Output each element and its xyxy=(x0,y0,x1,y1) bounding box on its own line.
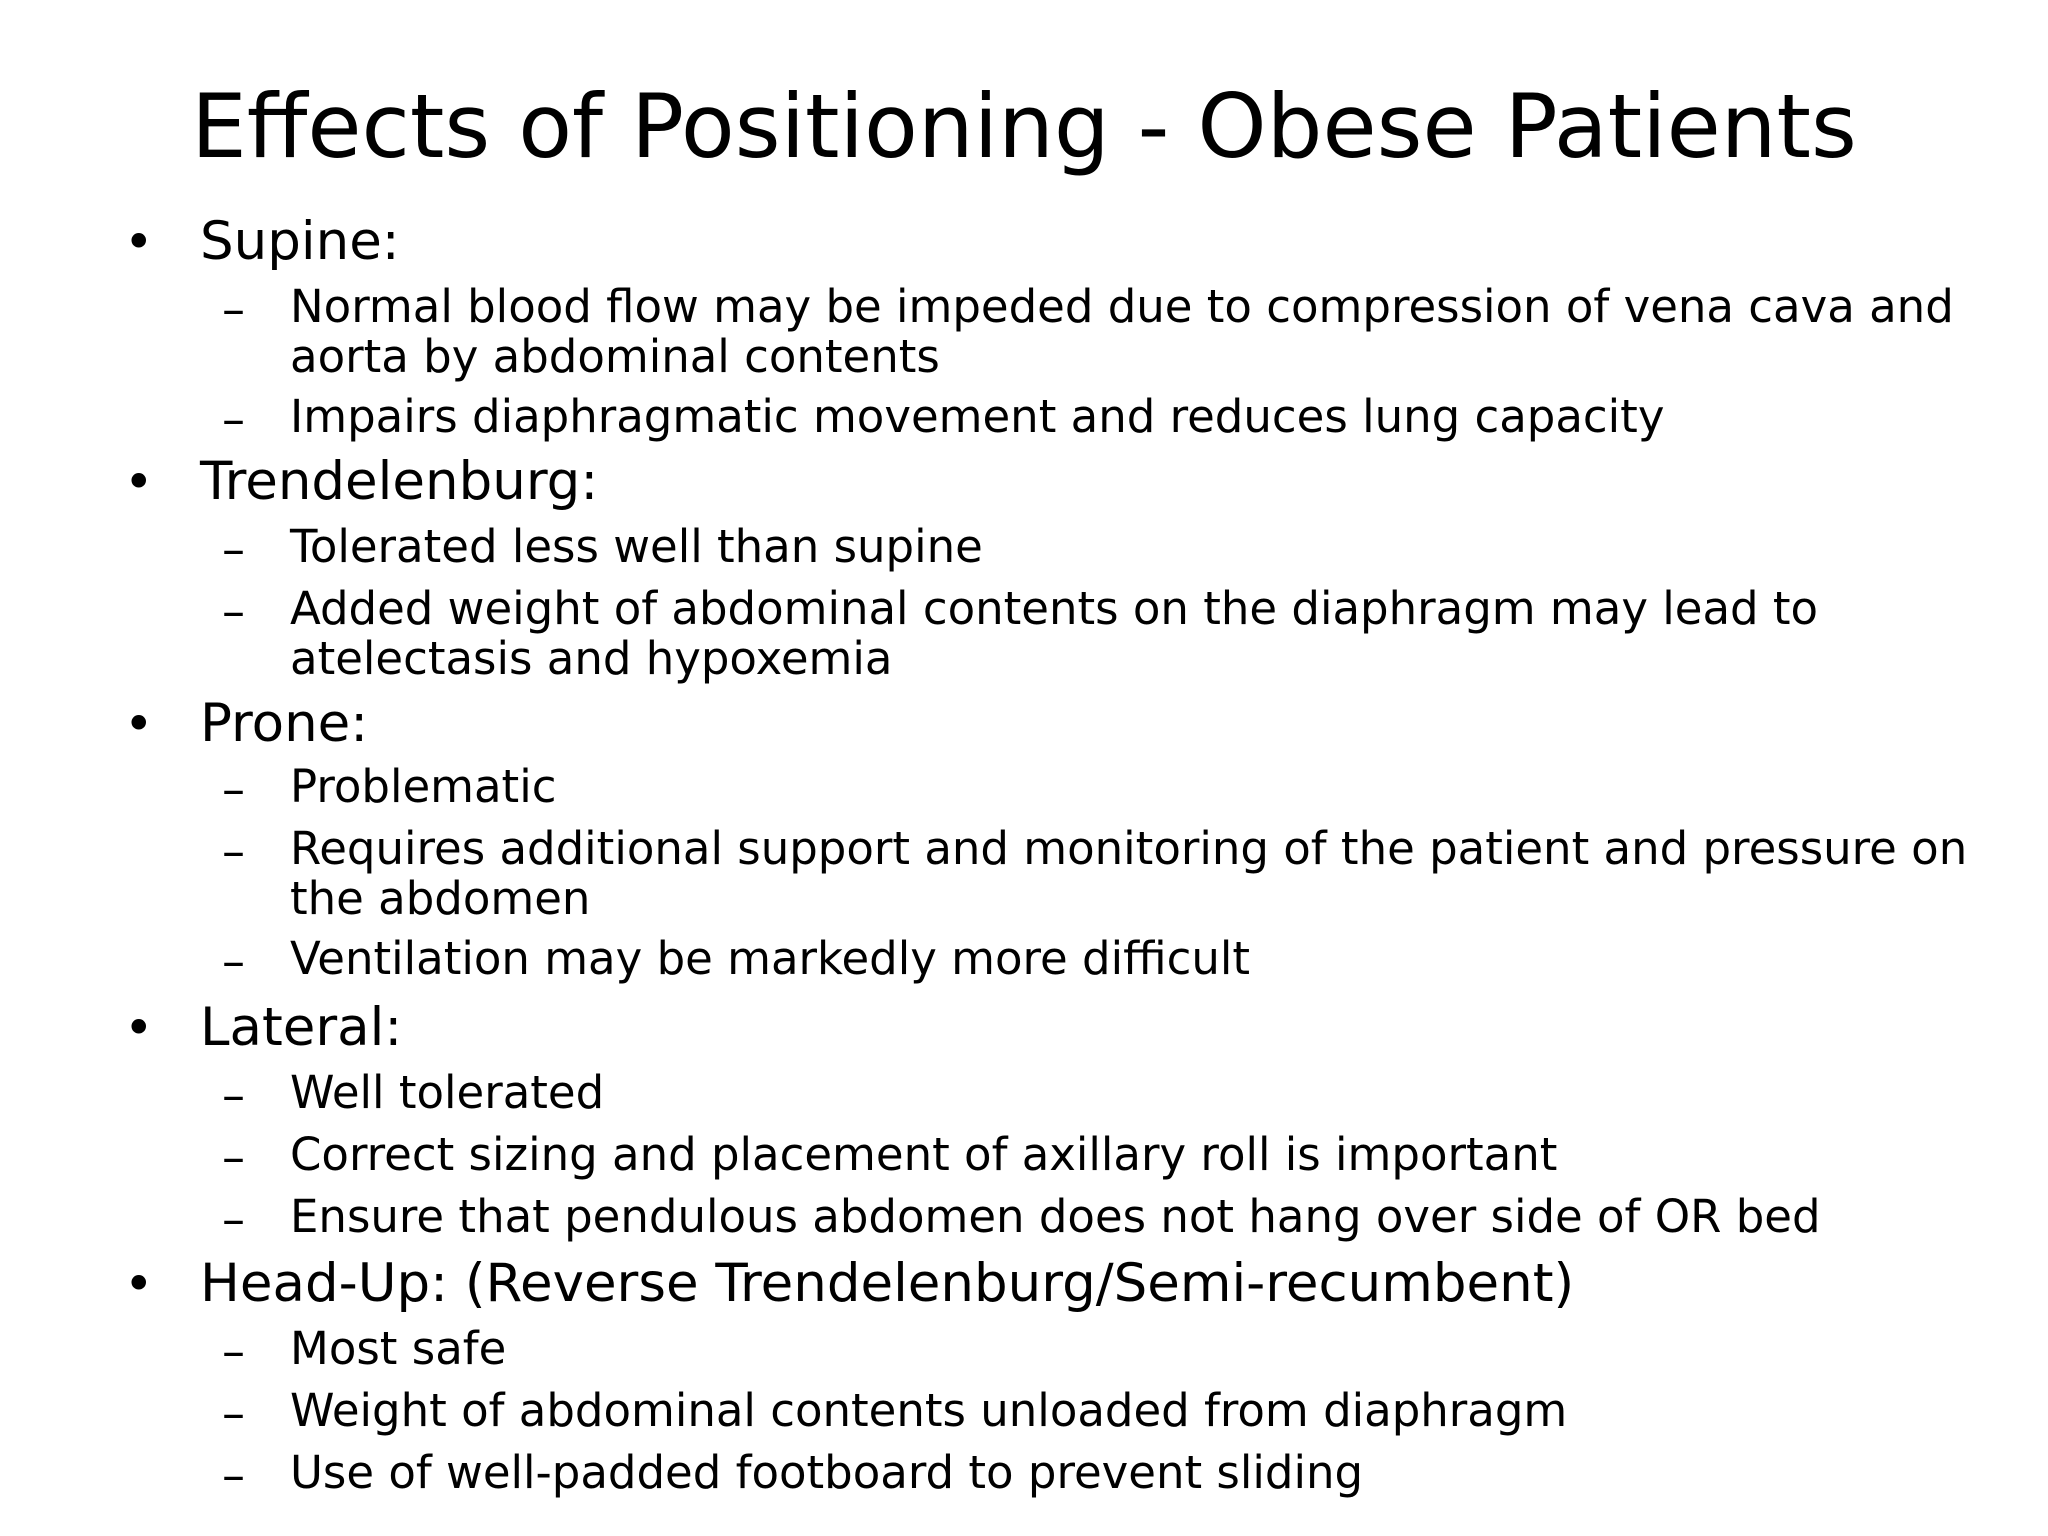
list-item: Ventilation may be markedly more difficult xyxy=(290,932,1251,985)
section-heading-lateral: Lateral: xyxy=(200,997,403,1058)
section-heading-head-up: Head-Up: (Reverse Trendelenburg/Semi-recumbent) xyxy=(200,1253,1575,1314)
bullet-marker: • xyxy=(124,1255,154,1313)
list-item: Correct sizing and placement of axillary roll is important xyxy=(290,1128,1558,1181)
dash-marker: – xyxy=(222,1386,245,1440)
list-item: Well tolerated xyxy=(290,1066,605,1119)
dash-marker: – xyxy=(222,762,245,816)
bullet-marker: • xyxy=(124,695,154,753)
list-item: Requires additional support and monitoring of the patient and pressure on the abdomen xyxy=(290,822,1968,925)
slide-title: Effects of Positioning - Obese Patients xyxy=(191,75,1857,178)
dash-marker: – xyxy=(222,1068,245,1122)
list-item: Ensure that pendulous abdomen does not hang over side of OR bed xyxy=(290,1190,1821,1243)
dash-marker: – xyxy=(222,1130,245,1184)
dash-marker: – xyxy=(222,392,245,446)
list-item: Use of well-padded footboard to prevent sliding xyxy=(290,1446,1364,1499)
list-item: Problematic xyxy=(290,760,557,813)
list-item: Added weight of abdominal contents on the diaphragm may lead to atelectasis and hypoxemia xyxy=(290,582,1819,685)
list-item: Tolerated less well than supine xyxy=(290,520,983,573)
dash-marker: – xyxy=(222,584,245,638)
dash-marker: – xyxy=(222,522,245,576)
list-item: Most safe xyxy=(290,1322,507,1375)
dash-marker: – xyxy=(222,1448,245,1502)
list-item: Weight of abdominal contents unloaded from diaphragm xyxy=(290,1384,1568,1437)
section-heading-prone: Prone: xyxy=(200,693,369,754)
section-heading-trendelenburg: Trendelenburg: xyxy=(200,451,599,512)
dash-marker: – xyxy=(222,1192,245,1246)
dash-marker: – xyxy=(222,1324,245,1378)
list-item: Normal blood flow may be impeded due to compression of vena cava and aorta by abdominal contents xyxy=(290,280,1954,383)
dash-marker: – xyxy=(222,824,245,878)
bullet-marker: • xyxy=(124,453,154,511)
list-item: Impairs diaphragmatic movement and reduces lung capacity xyxy=(290,390,1665,443)
dash-marker: – xyxy=(222,282,245,336)
dash-marker: – xyxy=(222,934,245,988)
bullet-marker: • xyxy=(124,213,154,271)
section-heading-supine: Supine: xyxy=(200,211,400,272)
bullet-marker: • xyxy=(124,999,154,1057)
